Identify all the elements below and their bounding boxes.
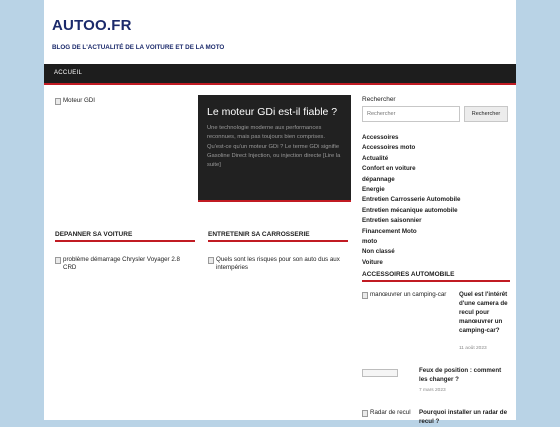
main-nav xyxy=(44,64,516,85)
site-description: BLOG DE L'ACTUALITÉ DE LA VOITURE ET DE LA MOTO xyxy=(52,44,225,51)
broken-image-icon xyxy=(362,292,368,299)
page-container xyxy=(44,0,516,425)
category-item[interactable]: Voiture xyxy=(362,258,383,266)
search-button[interactable]: Rechercher xyxy=(464,106,508,122)
post-date: 11 août 2023 xyxy=(459,346,487,351)
category-item[interactable]: Entretien saisonnier xyxy=(362,217,422,225)
category-item[interactable]: Confort en voiture xyxy=(362,165,416,173)
section-image-alt: Quels sont les risques pour son auto dus aux intempéries xyxy=(216,256,340,272)
post-title[interactable]: Quel est l'intérêt d'une camera de recul pour manœuvrer un camping-car? xyxy=(459,291,508,334)
category-item[interactable]: Accessoires moto xyxy=(362,144,416,152)
section-image-carrosserie[interactable] xyxy=(208,256,348,273)
category-item[interactable]: Entretien mécanique automobile xyxy=(362,206,458,214)
nav-item-accueil[interactable]: ACCUEIL xyxy=(54,70,83,76)
category-item[interactable]: Entretien Carrosserie Automobile xyxy=(362,196,461,204)
category-list xyxy=(362,133,460,268)
section-image-alt: problème démarrage Chrysler Voyager 2.8 CRD xyxy=(63,256,180,272)
category-item[interactable]: Energie xyxy=(362,186,385,194)
featured-title[interactable]: Le moteur GDi est-il fiable ? xyxy=(207,106,338,118)
post-title[interactable]: Feux de position : comment les changer ? xyxy=(419,367,502,383)
broken-image-icon xyxy=(55,98,61,105)
category-item[interactable]: Non classé xyxy=(362,248,395,256)
category-item[interactable]: moto xyxy=(362,238,378,246)
section-image-depanner[interactable] xyxy=(55,256,195,273)
post-title[interactable]: Pourquoi installer un radar de recul ? xyxy=(419,409,508,425)
broken-image-icon xyxy=(208,257,214,264)
featured-excerpt: Une technologie moderne aux performances reconnues, mais pas toujours bien comprises. Qu'est-ce qu'un moteur GDi ? Le terme GDi signifie Gasoline Direct Injection, ou injection directe [Lire la suite] xyxy=(207,125,341,169)
category-item[interactable]: Accessoires xyxy=(362,134,399,141)
featured-image-alt: Moteur GDI xyxy=(63,97,95,104)
post-date: 7 mars 2023 xyxy=(419,388,446,393)
category-item[interactable]: Financement Moto xyxy=(362,227,417,235)
search-input[interactable] xyxy=(362,106,460,122)
site-title[interactable]: AUTOO.FR xyxy=(52,17,132,34)
post-thumbnail-alt: manœuvrer un camping-car xyxy=(370,291,447,298)
category-item[interactable]: dépannage xyxy=(362,175,395,183)
section-heading-depanner[interactable]: DEPANNER SA VOITURE xyxy=(55,231,195,242)
featured-image[interactable] xyxy=(55,97,95,105)
broken-image-icon xyxy=(55,257,61,264)
section-heading-carrosserie[interactable]: ENTRETENIR SA CARROSSERIE xyxy=(208,231,348,242)
featured-post xyxy=(198,95,351,202)
broken-image-icon xyxy=(362,410,368,417)
sidebar-heading-accessoires[interactable]: ACCESSOIRES AUTOMOBILE xyxy=(362,271,510,282)
search-label: Rechercher xyxy=(362,96,396,103)
category-item[interactable]: Actualité xyxy=(362,154,389,162)
post-thumbnail[interactable] xyxy=(362,291,452,299)
post-thumbnail[interactable] xyxy=(362,369,398,377)
post-thumbnail-alt: Radar de recul xyxy=(370,409,411,416)
